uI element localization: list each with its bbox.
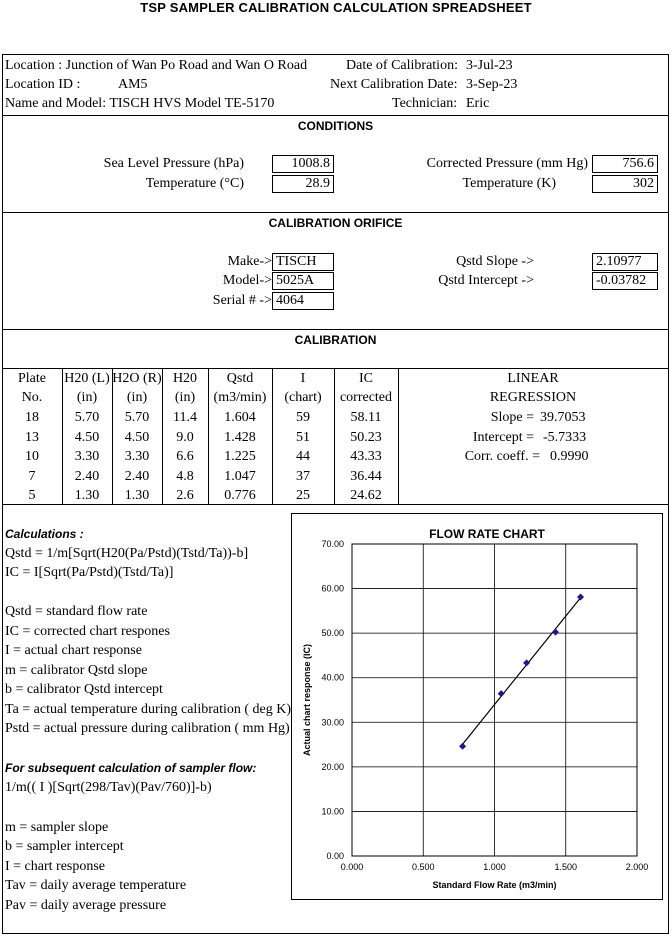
- model-label: Model->: [222, 273, 272, 288]
- table-cell: 1.428: [224, 429, 256, 445]
- table-cell: 13: [25, 429, 39, 445]
- serial-label: Serial # ->: [212, 293, 272, 308]
- temperature-k-field: 302: [592, 175, 658, 193]
- data-point: [577, 593, 584, 600]
- table-cell: 1.604: [224, 410, 256, 425]
- sea-level-pressure-field: 1008.8: [272, 155, 334, 173]
- y-tick-label: 0.00: [326, 851, 344, 861]
- regression-intercept-label: Intercept =: [472, 430, 534, 445]
- table-cell: 1.225: [224, 449, 256, 464]
- definition-line: IC = corrected chart respones: [5, 624, 170, 639]
- table-cell: 1.047: [224, 468, 256, 484]
- definition-line: b = calibrator Qstd intercept: [5, 682, 163, 697]
- table-header: IC: [359, 371, 373, 386]
- corrected-pressure-label: Corrected Pressure (mm Hg): [426, 156, 588, 171]
- regression-corr-label: Corr. coeff. =: [464, 449, 540, 464]
- table-header: Plate: [18, 371, 46, 386]
- definition-line: Tav = daily average temperature: [5, 878, 187, 893]
- definition-line: I = actual chart response: [5, 643, 142, 658]
- definition-line: I = chart response: [5, 859, 106, 874]
- make-label: Make->: [227, 254, 272, 269]
- orifice-heading: CALIBRATION ORIFICE: [268, 216, 403, 230]
- table-cell: 4.50: [74, 429, 100, 445]
- corrected-pressure-field: 756.6: [592, 155, 658, 173]
- x-tick-label: 0.000: [340, 862, 364, 872]
- definition-line: Pstd = actual pressure during calibration ( mm Hg): [5, 721, 290, 736]
- next-date-label: Next Calibration Date:: [330, 77, 458, 92]
- table-cell: 1.30: [124, 488, 150, 503]
- table-header-unit: (in): [126, 390, 148, 405]
- x-tick-label: 1.000: [483, 862, 506, 872]
- y-tick-label: 50.00: [321, 628, 344, 639]
- table-cell: 58.11: [350, 410, 382, 425]
- formula-ic: IC = I[Sqrt(Pa/Pstd)(Tstd/Ta)]: [5, 565, 174, 580]
- divider: [2, 504, 669, 505]
- table-header: H20 (L): [64, 371, 110, 386]
- definition-line: m = calibrator Qstd slope: [5, 663, 148, 678]
- table-header-unit: (in): [76, 390, 98, 405]
- definition-line: Qstd = standard flow rate: [5, 604, 148, 619]
- data-point: [523, 659, 530, 666]
- table-cell: 2.6: [176, 488, 194, 503]
- column-divider: [398, 368, 399, 504]
- formula-qstd: Qstd = 1/m[Sqrt(H20(Pa/Pstd)(Tstd/Ta))-b]: [5, 546, 249, 561]
- table-header: H20: [172, 371, 198, 386]
- table-cell: 2.40: [74, 468, 100, 484]
- table-cell: 59: [296, 410, 310, 425]
- table-cell: 4.50: [124, 429, 150, 445]
- chart-svg: [292, 514, 662, 899]
- data-point: [459, 743, 466, 750]
- table-header: I: [300, 371, 306, 386]
- x-axis-label: Standard Flow Rate (m3/min): [432, 880, 557, 890]
- formula-sampler-flow: 1/m(( I )[Sqrt(298/Tav)(Pav/760)]-b): [5, 780, 212, 795]
- technician-label: Technician:: [392, 96, 458, 111]
- regression-subtitle: REGRESSION: [489, 390, 577, 405]
- table-header-unit: (chart): [284, 390, 322, 405]
- table-cell: 25: [296, 488, 310, 503]
- y-tick-label: 60.00: [321, 583, 344, 594]
- qstd-slope-label: Qstd Slope ->: [456, 254, 534, 269]
- table-cell: 50.23: [350, 429, 382, 445]
- chart-title: FLOW RATE CHART: [429, 527, 545, 541]
- table-cell: 6.6: [176, 449, 194, 464]
- data-point: [498, 690, 505, 697]
- location-id-value: AM5: [118, 77, 148, 92]
- table-header-unit: No.: [21, 390, 43, 405]
- divider: [2, 115, 669, 116]
- conditions-heading: CONDITIONS: [297, 119, 374, 133]
- serial-field: 4064: [272, 292, 334, 310]
- location-text: Location : Junction of Wan Po Road and Wan O Road: [5, 58, 308, 73]
- date-label: Date of Calibration:: [346, 58, 458, 73]
- y-axis-label: Actual chart response (IC): [302, 643, 312, 757]
- table-cell: 37: [296, 468, 310, 484]
- regression-corr-value: 0.9990: [550, 449, 589, 464]
- model-field: 5025A: [272, 272, 334, 290]
- x-tick-label: 2.000: [625, 862, 649, 872]
- table-cell: 51: [296, 429, 310, 445]
- table-header-unit: corrected: [339, 390, 393, 405]
- table-cell: 2.40: [124, 468, 150, 484]
- flow-rate-chart: [291, 513, 663, 900]
- table-cell: 7: [28, 468, 36, 484]
- y-tick-label: 20.00: [321, 761, 344, 772]
- table-header-unit: (in): [174, 390, 196, 405]
- y-tick-label: 10.00: [321, 806, 344, 817]
- regression-title: LINEAR: [507, 371, 559, 386]
- table-cell: 4.8: [176, 468, 194, 484]
- definition-line: b = sampler intercept: [5, 839, 124, 854]
- table-cell: 5.70: [74, 410, 100, 425]
- make-field: TISCH: [272, 253, 334, 271]
- y-tick-label: 40.00: [321, 672, 344, 683]
- definition-line: Ta = actual temperature during calibration ( deg K): [5, 702, 292, 717]
- table-cell: 1.30: [74, 488, 100, 503]
- calibration-heading: CALIBRATION: [294, 333, 377, 347]
- table-cell: 10: [25, 449, 39, 464]
- x-tick-label: 0.500: [411, 862, 435, 872]
- qstd-intercept-label: Qstd Intercept ->: [438, 273, 534, 288]
- table-cell: 18: [25, 410, 39, 425]
- y-tick-label: 30.00: [321, 717, 344, 728]
- next-date-value: 3-Sep-23: [466, 77, 518, 92]
- divider: [2, 368, 669, 369]
- table-header: Qstd: [226, 371, 254, 386]
- table-cell: 3.30: [124, 449, 150, 464]
- regression-slope-label: Slope =: [490, 410, 534, 425]
- table-cell: 11.4: [173, 410, 197, 425]
- definition-line: m = sampler slope: [5, 820, 109, 835]
- divider: [2, 212, 669, 213]
- table-cell: 44: [296, 449, 310, 464]
- date-value: 3-Jul-23: [466, 58, 513, 73]
- qstd-slope-field: 2.10977: [592, 253, 658, 271]
- table-cell: 3.30: [74, 449, 100, 464]
- table-cell: 24.62: [350, 488, 382, 503]
- subsequent-heading: For subsequent calculation of sampler flow:: [5, 761, 257, 775]
- table-cell: 0.776: [224, 488, 256, 503]
- table-cell: 5.70: [124, 410, 150, 425]
- divider: [2, 329, 669, 330]
- technician-value: Eric: [466, 96, 490, 111]
- calculations-heading: Calculations :: [5, 527, 84, 541]
- name-model-text: Name and Model: TISCH HVS Model TE-5170: [5, 96, 275, 111]
- table-header-unit: (m3/min): [213, 390, 267, 405]
- table-header: H2O (R): [112, 371, 162, 386]
- data-point: [552, 629, 559, 636]
- temperature-c-field: 28.9: [272, 175, 334, 193]
- temperature-k-label: Temperature (K): [462, 176, 556, 191]
- sea-level-pressure-label: Sea Level Pressure (hPa): [103, 156, 244, 171]
- table-cell: 5: [28, 488, 36, 503]
- regression-intercept-value: -5.7333: [543, 430, 587, 445]
- y-tick-label: 70.00: [321, 539, 344, 549]
- table-cell: 43.33: [350, 449, 382, 464]
- page-title: TSP SAMPLER CALIBRATION CALCULATION SPREADSHEET: [140, 0, 532, 15]
- x-tick-label: 1.500: [554, 862, 578, 872]
- table-cell: 9.0: [176, 429, 194, 445]
- location-id-label: Location ID :: [5, 77, 81, 92]
- temperature-c-label: Temperature (°C): [145, 176, 244, 191]
- qstd-intercept-field: -0.03782: [592, 272, 658, 290]
- definition-line: Pav = daily average pressure: [5, 898, 167, 913]
- table-cell: 36.44: [350, 468, 382, 484]
- regression-slope-value: 39.7053: [540, 410, 586, 425]
